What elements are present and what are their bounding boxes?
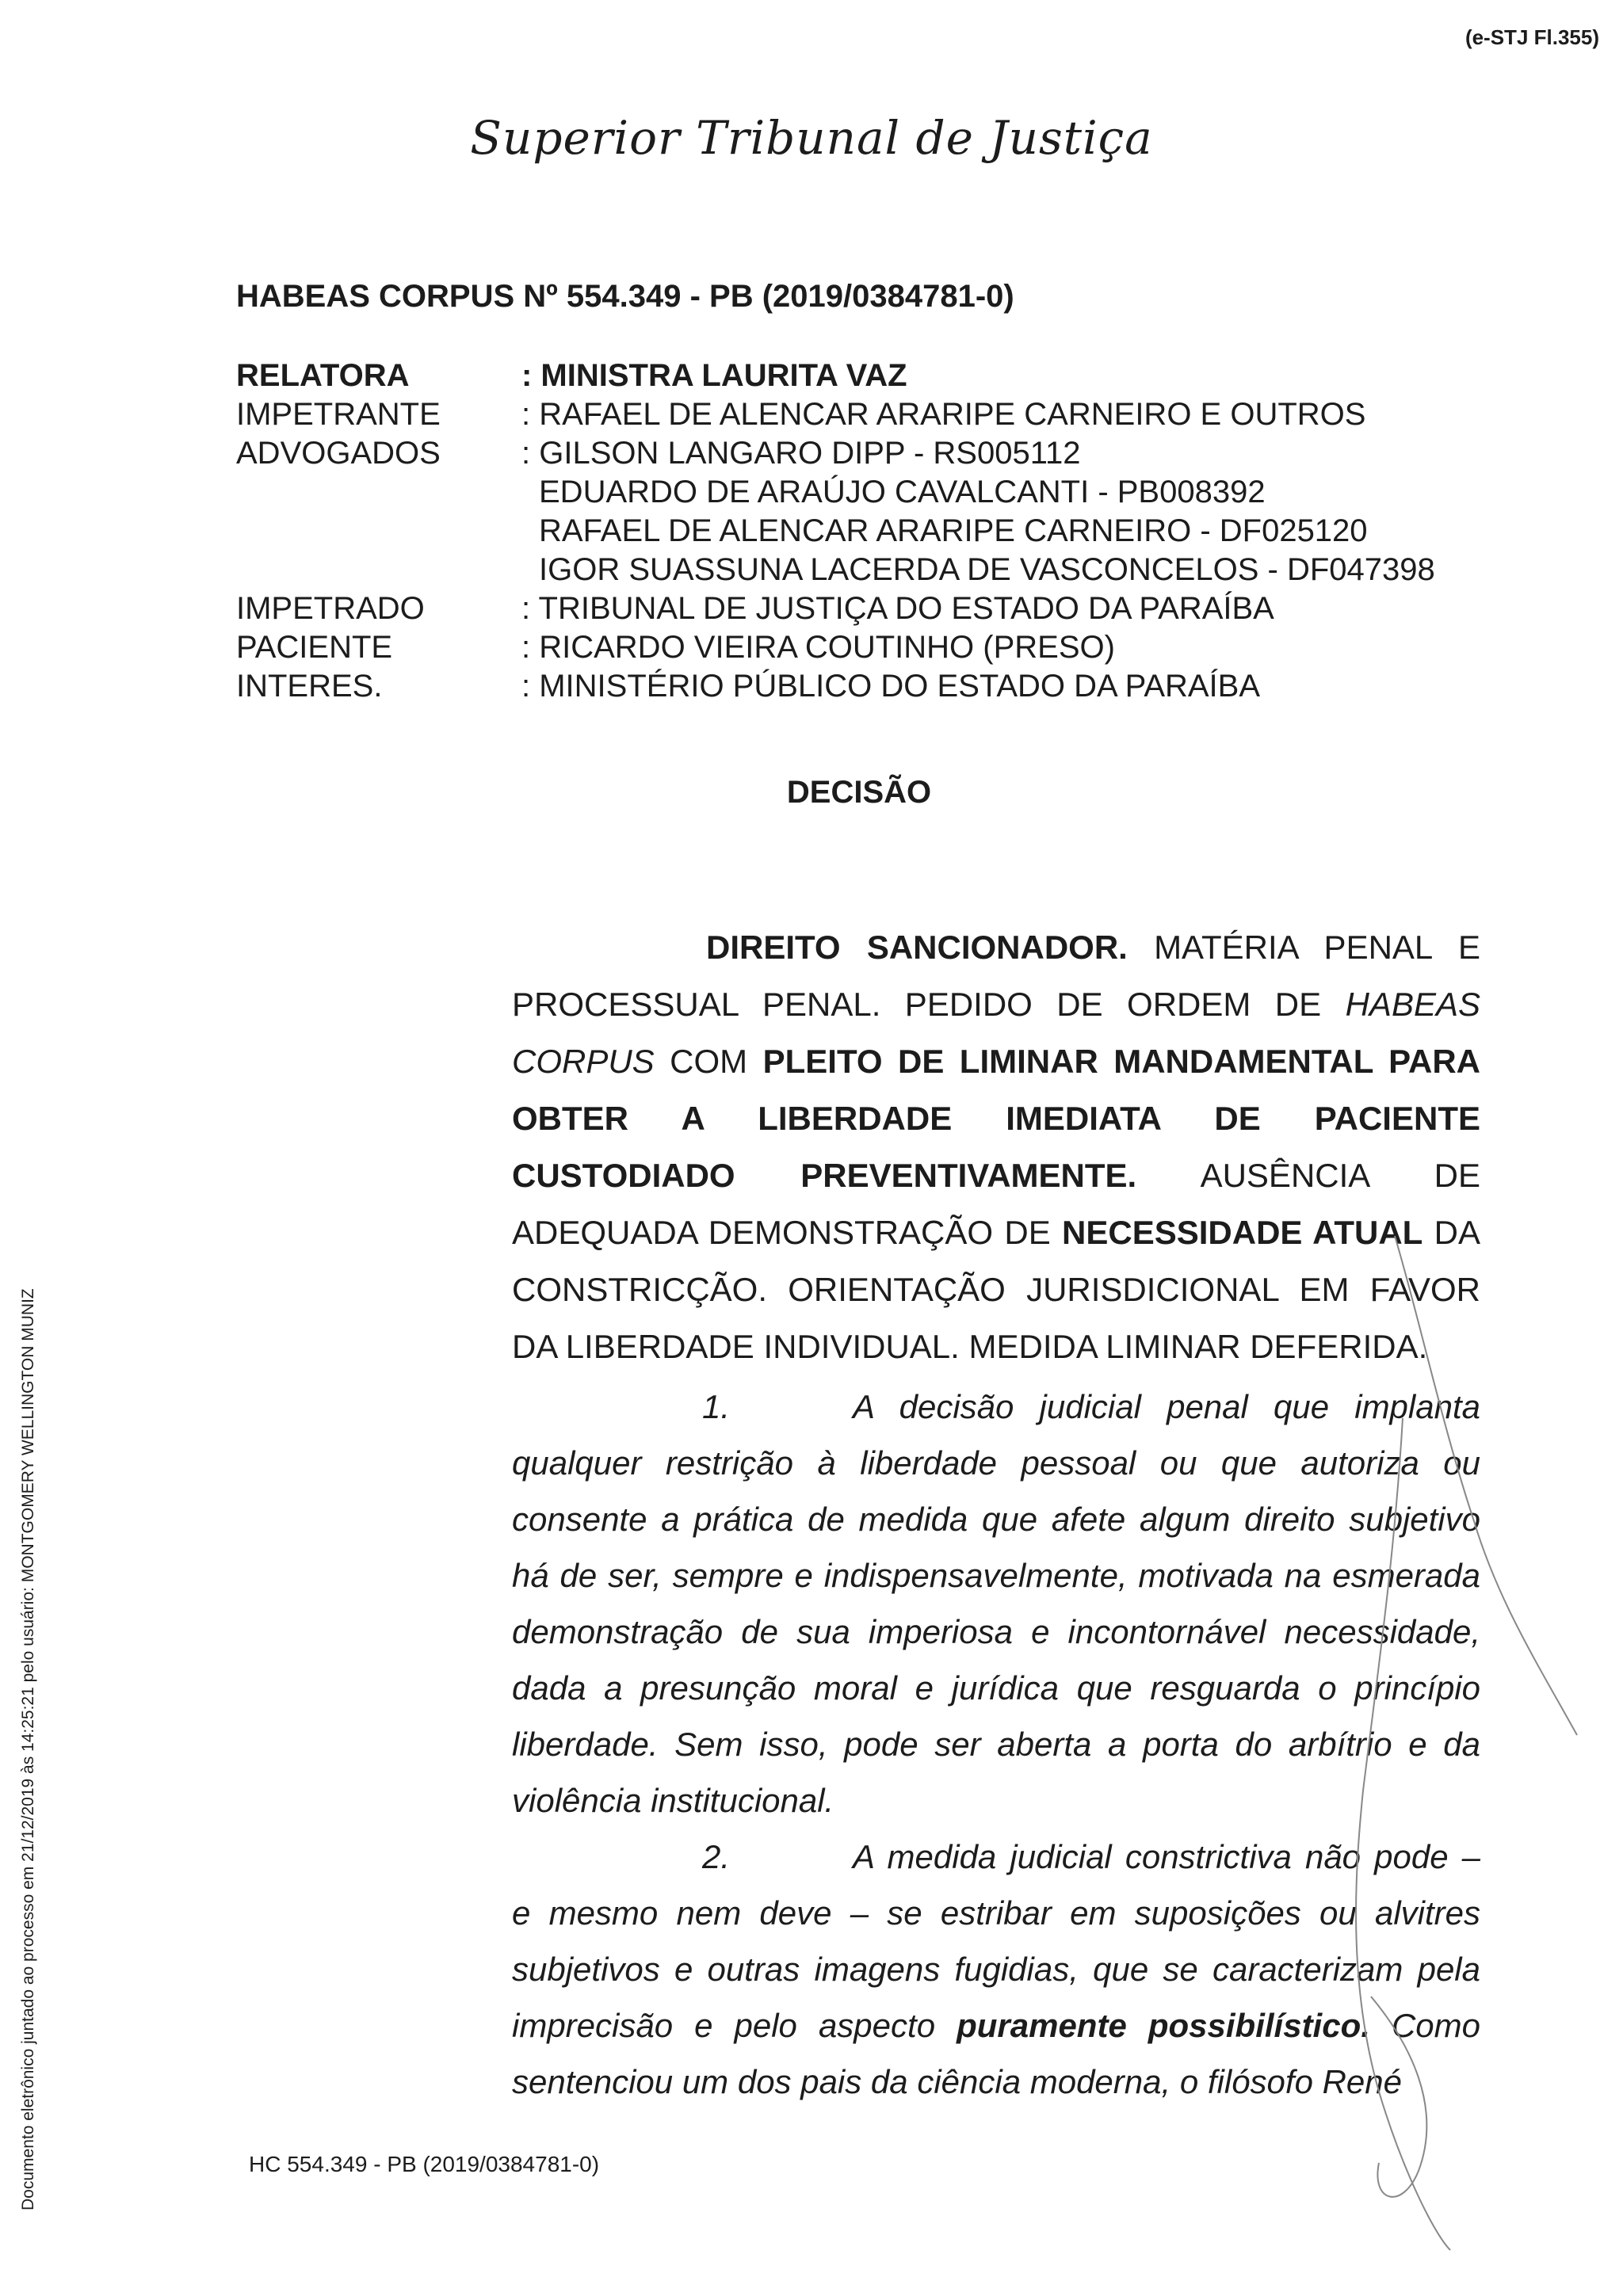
item-paragraph [512, 1829, 1480, 2110]
party-label: RELATORA [236, 358, 410, 393]
decision-heading: DECISÃO [786, 775, 932, 810]
item-number: 2. [702, 1838, 731, 1875]
item-text: Como sentenciou um dos pais da ciência moderna, o filósofo René [512, 2007, 1480, 2100]
page-footer: HC 554.349 - PB (2019/0384781-0) [249, 2152, 600, 2176]
court-name-header: Superior Tribunal de Justiça [470, 111, 1153, 165]
party-value: : RAFAEL DE ALENCAR ARARIPE CARNEIRO E OUTROS [521, 397, 1366, 432]
summary-text: MATÉRIA PENAL E PROCESSUAL PENAL. PEDIDO DE ORDEM DE [512, 929, 1480, 1023]
items-block [512, 1379, 1480, 2110]
item-number: 1. [702, 1388, 731, 1425]
party-label: ADVOGADOS [236, 436, 441, 471]
party-value: : GILSON LANGARO DIPP - RS005112 [521, 436, 1081, 471]
party-value: : TRIBUNAL DE JUSTIÇA DO ESTADO DA PARAÍBA [521, 591, 1274, 626]
party-value: : MINISTRA LAURITA VAZ [521, 358, 907, 393]
item-bold: puramente possibilístico. [957, 2007, 1370, 2044]
side-note: Documento eletrônico juntado ao processo em 21/12/2019 às 14:25:21 pelo usuário: MONTGOMERY WELLINGTON MUNIZ [19, 1288, 37, 2210]
party-advogados-cont [236, 473, 1435, 512]
summary-paragraph [512, 919, 1480, 1375]
party-label: INTERES. [236, 669, 383, 704]
party-paciente [236, 628, 1435, 667]
party-advogados-cont [236, 551, 1435, 589]
summary-bold: NECESSIDADE ATUAL [1062, 1214, 1423, 1251]
party-advogados-cont [236, 512, 1435, 551]
summary-bold: DIREITO SANCIONADOR. [706, 929, 1128, 966]
party-impetrante [236, 395, 1435, 434]
item-paragraph [512, 1379, 1480, 1829]
party-value: : RICARDO VIEIRA COUTINHO (PRESO) [521, 630, 1115, 665]
party-interes [236, 667, 1435, 706]
party-impetrado [236, 589, 1435, 628]
party-value: : MINISTÉRIO PÚBLICO DO ESTADO DA PARAÍBA [521, 669, 1261, 704]
party-advogados [236, 434, 1435, 473]
summary-bold: PLEITO DE LIMINAR MANDAMENTAL PARA OBTER A LIBERDADE IMEDIATA DE PACIENTE CUSTODIADO PREVENTIVAMENTE. [512, 1043, 1480, 1194]
parties-block [236, 357, 1435, 706]
party-relatora [236, 357, 1435, 395]
case-title: HABEAS CORPUS Nº 554.349 - PB (2019/0384781-0) [236, 279, 1014, 314]
item-text: A decisão judicial penal que implanta qualquer restrição à liberdade pessoal ou que autoriza ou consente a prática de medida que afete algum direito subjetivo há de ser, sempre e indispensavelmente, motivada na esmerada demonstração de sua imperiosa e incontornável necessidade, dada a presunção moral e jurídica que resguarda o princípio liberdade. Sem isso, pode ser aberta a porta do arbítrio e da violência institucional. [512, 1388, 1480, 1819]
party-label: PACIENTE [236, 630, 393, 665]
item-text: A medida judicial constrictiva não pode – e mesmo nem deve – se estribar em suposições ou alvitres subjetivos e outras imagens fugidias, que se caracterizam pela imprecisão e pelo aspecto [512, 1838, 1480, 2044]
summary-text: DA CONSTRICÇÃO. ORIENTAÇÃO JURISDICIONAL EM FAVOR DA LIBERDADE INDIVIDUAL. MEDIDA LIMINAR DEFERIDA. [512, 1214, 1480, 1365]
party-value: RAFAEL DE ALENCAR ARARIPE CARNEIRO - DF025120 [539, 513, 1368, 548]
summary-text: COM [654, 1043, 763, 1080]
party-label: IMPETRADO [236, 591, 425, 626]
page-stamp: (e-STJ Fl.355) [1465, 25, 1599, 49]
party-label: IMPETRANTE [236, 397, 441, 432]
summary-block [512, 919, 1480, 1375]
summary-text: AUSÊNCIA DE ADEQUADA DEMONSTRAÇÃO DE [512, 1157, 1480, 1251]
handwritten-initials-mark [1347, 1220, 1585, 2266]
party-value: IGOR SUASSUNA LACERDA DE VASCONCELOS - DF047398 [539, 552, 1435, 587]
summary-italic: HABEAS CORPUS [512, 986, 1480, 1080]
party-value: EDUARDO DE ARAÚJO CAVALCANTI - PB008392 [539, 475, 1266, 509]
